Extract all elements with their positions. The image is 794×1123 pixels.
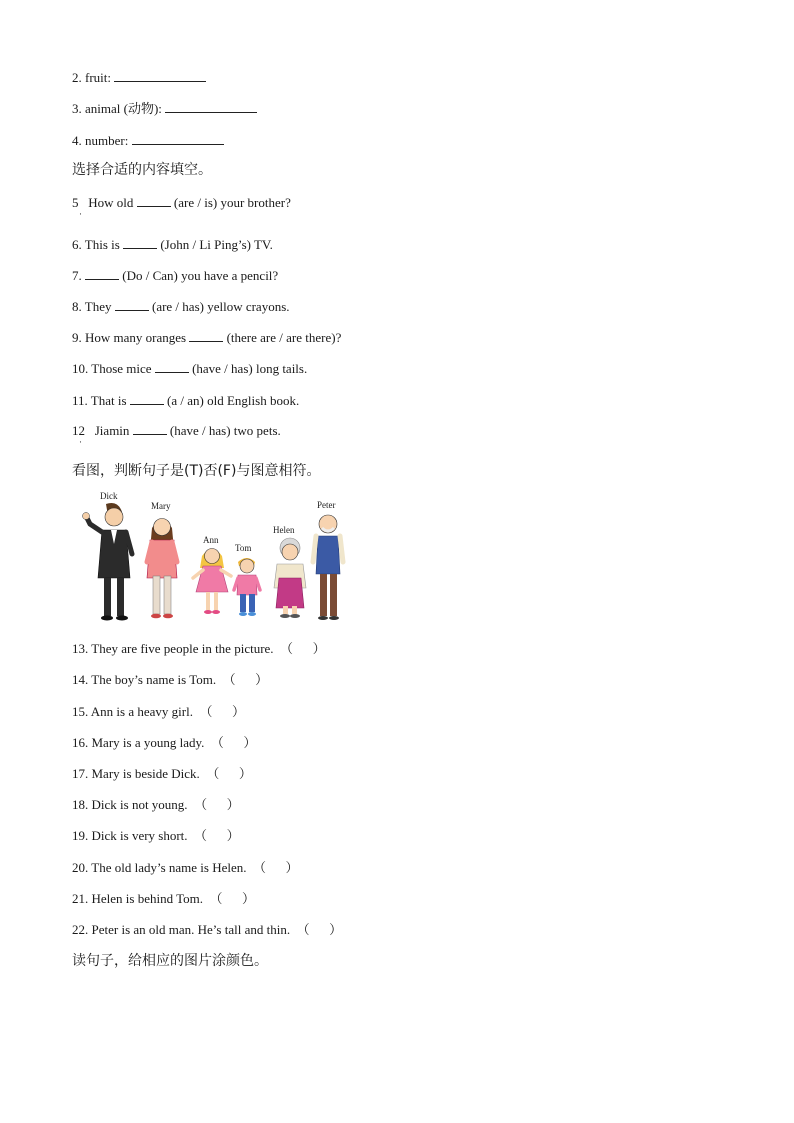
name-label-dick: Dick: [100, 491, 118, 501]
answer-blank[interactable]: [130, 392, 164, 405]
judge-item-17: 17. Mary is beside Dick. （ ）: [72, 766, 252, 781]
judge-item-16: 16. Mary is a young lady. （ ）: [72, 735, 257, 750]
section-heading-color: 读句子，给相应的图片涂颜色。: [72, 953, 268, 969]
answer-paren[interactable]: （ ）: [199, 704, 245, 719]
judge-item-21: 21. Helen is behind Tom. （ ）: [72, 891, 256, 906]
judge-item-19: 19. Dick is very short. （ ）: [72, 828, 240, 843]
figure-peter: [313, 515, 343, 620]
vocab-number: 4. number:: [72, 132, 224, 149]
family-illustration: [72, 490, 362, 630]
name-label-mary: Mary: [151, 501, 171, 511]
answer-blank[interactable]: [85, 267, 119, 280]
family-picture: [72, 490, 362, 630]
judge-item-14: 14. The boy’s name is Tom. （ ）: [72, 672, 269, 687]
answer-paren[interactable]: （ ）: [253, 860, 299, 875]
answer-paren[interactable]: （ ）: [194, 828, 240, 843]
answer-blank[interactable]: [189, 329, 223, 342]
answer-paren[interactable]: （ ）: [296, 922, 343, 937]
answer-blank[interactable]: [133, 422, 167, 435]
fill-item-7: 7. (Do / Can) you have a pencil?: [72, 268, 279, 283]
vocab-animal: 3. animal (动物):: [72, 100, 257, 117]
judge-item-18: 18. Dick is not young. （ ）: [72, 797, 240, 812]
stray-dot: ·: [79, 437, 82, 447]
answer-paren[interactable]: （ ）: [209, 891, 256, 906]
name-label-peter: Peter: [317, 500, 336, 510]
name-label-ann: Ann: [203, 535, 219, 545]
answer-paren[interactable]: （ ）: [210, 735, 257, 750]
judge-item-15: 15. Ann is a heavy girl. （ ）: [72, 704, 245, 719]
judge-item-20: 20. The old lady’s name is Helen. （ ）: [72, 860, 299, 875]
fill-item-11: 11. That is (a / an) old English book.: [72, 393, 300, 408]
figure-mary: [147, 519, 177, 619]
fill-item-10: 10. Those mice (have / has) long tails.: [72, 361, 308, 376]
judge-item-22: 22. Peter is an old man. He’s tall and thin. （ ）: [72, 922, 343, 937]
answer-blank[interactable]: [114, 69, 206, 82]
answer-paren[interactable]: （ ）: [280, 641, 326, 656]
fill-item-5: 5 How old (are / is) your brother?: [72, 195, 291, 210]
fill-item-12: 12 Jiamin (have / has) two pets.: [72, 423, 281, 438]
figure-tom: [234, 558, 260, 616]
answer-blank[interactable]: [137, 194, 171, 207]
name-label-helen: Helen: [273, 525, 295, 535]
stray-dot: ·: [79, 209, 82, 219]
vocab-fruit: 2. fruit:: [72, 69, 206, 86]
answer-paren[interactable]: （ ）: [222, 672, 269, 687]
name-label-tom: Tom: [235, 543, 252, 553]
answer-blank[interactable]: [115, 298, 149, 311]
fill-item-9: 9. How many oranges (there are / are there)?: [72, 330, 342, 345]
answer-paren[interactable]: （ ）: [194, 797, 240, 812]
section-heading-judge: 看图，判断句子是(T)否(F)与图意相符。: [72, 463, 321, 479]
figure-helen: [274, 538, 306, 618]
fill-item-6: 6. This is (John / Li Ping’s) TV.: [72, 237, 273, 252]
figure-dick: [83, 503, 133, 621]
answer-paren[interactable]: （ ）: [206, 766, 252, 781]
answer-blank[interactable]: [165, 100, 257, 113]
section-heading-choose: 选择合适的内容填空。: [72, 162, 212, 178]
judge-item-13: 13. They are five people in the picture. （ ）: [72, 641, 326, 656]
fill-item-8: 8. They (are / has) yellow crayons.: [72, 299, 290, 314]
answer-blank[interactable]: [123, 236, 157, 249]
answer-blank[interactable]: [155, 360, 189, 373]
figure-ann: [193, 549, 231, 615]
answer-blank[interactable]: [132, 132, 224, 145]
